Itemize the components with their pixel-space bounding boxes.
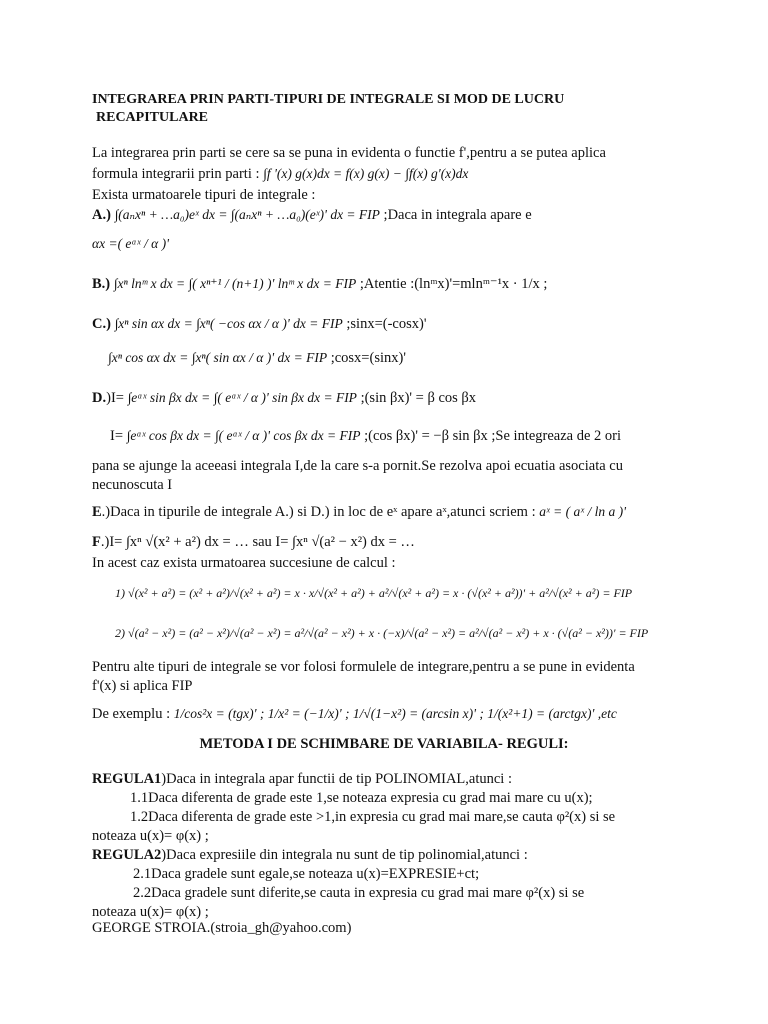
rule-1-text: )Daca in integrala apar functii de tip POLINOMIAL,atunci : — [161, 771, 512, 787]
case-a-formula: ∫(aₙxⁿ + …a₀)eˣ dx = ∫(aₙxⁿ + …a₀)(eˣ)' dx = FIP — [114, 207, 380, 222]
case-f-intro: In acest caz exista urmatoarea succesiune de calcul : — [92, 555, 396, 571]
example-label: De exemplu : — [92, 706, 171, 722]
case-c-label: C.) — [92, 316, 111, 332]
case-d-note-2: ;(cos βx)' = −β sin βx ;Se integreaza de 2 ori — [364, 428, 622, 444]
case-d-formula-2: ∫eᵅˣ cos βx dx = ∫( eᵅˣ / α )' cos βx dx = FIP — [126, 428, 361, 443]
case-b-line — [92, 276, 547, 293]
case-f-label: F — [92, 534, 101, 550]
other-line-1: Pentru alte tipuri de integrale se vor folosi formulele de integrare,pentru a se pune in evidenta — [92, 659, 635, 675]
example-formulas: 1/cos²x = (tgx)' ; 1/x² = (−1/x)' ; 1/√(1−x²) = (arcsin x)' ; 1/(x²+1) = (arctgx)' ,etc — [173, 706, 617, 721]
ibp-formula: ∫f '(x) g(x)dx = f(x) g(x) − ∫f(x) g'(x)dx — [263, 166, 469, 181]
case-e-text: .)Daca in tipurile de integrale A.) si D.) in loc de eˣ apare aˣ,atunci scriem : — [101, 504, 536, 520]
rule-2-text: )Daca expresiile din integrala nu sunt de tip polinomial,atunci : — [161, 847, 528, 863]
author-line: GEORGE STROIA.(stroia_gh@yahoo.com) — [92, 920, 352, 936]
title-line-2: RECAPITULARE — [96, 110, 209, 125]
case-a-continuation: αx =( eᵅˣ / α )' — [92, 236, 169, 251]
case-e-label: E — [92, 504, 102, 520]
case-d-line-1 — [92, 390, 476, 407]
case-d-label: D. — [92, 390, 107, 406]
case-d-formula-1: ∫eᵅˣ sin βx dx = ∫( eᵅˣ / α )' sin βx dx = FIP — [127, 390, 357, 405]
intro-line-2-text: formula integrarii prin parti : — [92, 166, 260, 182]
intro-line-3: Exista urmatoarele tipuri de integrale : — [92, 187, 316, 203]
other-line-2: f'(x) si aplica FIP — [92, 678, 193, 694]
rule-2-label: REGULA2 — [92, 847, 162, 863]
case-c-line-1 — [92, 316, 426, 333]
case-d-text-2: necunoscuta I — [92, 477, 173, 493]
case-f-step-2: 2) √(a² − x²) = (a² − x²)/√(a² − x²) = a²/√(a² − x²) + x · (−x)/√(a² − x²) = a²/√(a² − x²) + x · (√(a² − x²))' = FIP — [115, 626, 649, 640]
section-title: METODA I DE SCHIMBARE DE VARIABILA- REGULI: — [199, 736, 569, 752]
case-d-prefix-1: )I= — [106, 390, 124, 406]
case-c-note-2: ;cosx=(sinx)' — [330, 350, 406, 366]
case-b-label: B.) — [92, 276, 111, 292]
rule-2-2: 2.2Daca gradele sunt diferite,se cauta in expresia cu grad mai mare φ²(x) si se — [133, 885, 585, 901]
case-c-note-1: ;sinx=(-cosx)' — [346, 316, 427, 332]
case-f-text: .)I= ∫xⁿ √(x² + a²) dx = … sau I= ∫xⁿ √(a² − x²) dx = … — [100, 534, 415, 550]
case-b-note: ;Atentie :(lnᵐx)'=mlnᵐ⁻¹x · 1/x ; — [359, 276, 548, 292]
rule-2-1: 2.1Daca gradele sunt egale,se noteaza u(x)=EXPRESIE+ct; — [133, 866, 480, 882]
rule-1-label: REGULA1 — [92, 771, 162, 787]
rule-1-1: 1.1Daca diferenta de grade este 1,se noteaza expresia cu grad mai mare cu u(x); — [130, 790, 593, 806]
intro-line-1: La integrarea prin parti se cere sa se puna in evidenta o functie f',pentru a se putea aplica — [92, 145, 606, 161]
rule-2-line — [92, 847, 528, 864]
rule-1-line — [92, 771, 512, 788]
case-f-step-1: 1) √(x² + a²) = (x² + a²)/√(x² + a²) = x · x/√(x² + a²) + a²/√(x² + a²) = x · (√(x² + a²))' + a²/√(x² + a²) = FIP — [115, 586, 633, 600]
title-line-1: INTEGRAREA PRIN PARTI-TIPURI DE INTEGRALE SI MOD DE LUCRU — [92, 92, 565, 107]
case-d-line-2 — [110, 428, 621, 445]
case-d-note-1: ;(sin βx)' = β cos βx — [360, 390, 477, 406]
case-d-text-1: pana se ajunge la aceeasi integrala I,de la care s-a pornit.Se rezolva apoi ecuatia asociata cu — [92, 458, 623, 474]
case-d-prefix-2: I= — [110, 428, 124, 444]
rule-2-2-cont: noteaza u(x)= φ(x) ; — [92, 904, 209, 920]
example-line — [92, 706, 617, 723]
case-a-note: ;Daca in integrala apare e — [383, 207, 532, 223]
case-a-line — [92, 207, 532, 224]
rule-1-2: 1.2Daca diferenta de grade este >1,in expresia cu grad mai mare,se cauta φ²(x) si se — [130, 809, 616, 825]
case-c-formula-1: ∫xⁿ sin αx dx = ∫xⁿ( −cos αx / α )' dx = FIP — [114, 316, 343, 331]
case-e-line — [92, 504, 626, 521]
case-e-formula: aˣ = ( aˣ / ln a )' — [539, 504, 626, 519]
case-f-line — [92, 534, 415, 551]
case-c-formula-2: ∫xⁿ cos αx dx = ∫xⁿ( sin αx / α )' dx = FIP — [108, 350, 328, 365]
case-c-line-2 — [108, 350, 406, 367]
intro-line-2 — [92, 166, 468, 183]
rule-1-2-cont: noteaza u(x)= φ(x) ; — [92, 828, 209, 844]
case-b-formula: ∫xⁿ lnᵐ x dx = ∫( xⁿ⁺¹ / (n+1) )' lnᵐ x dx = FIP — [113, 276, 357, 291]
case-a-label: A.) — [92, 207, 111, 223]
